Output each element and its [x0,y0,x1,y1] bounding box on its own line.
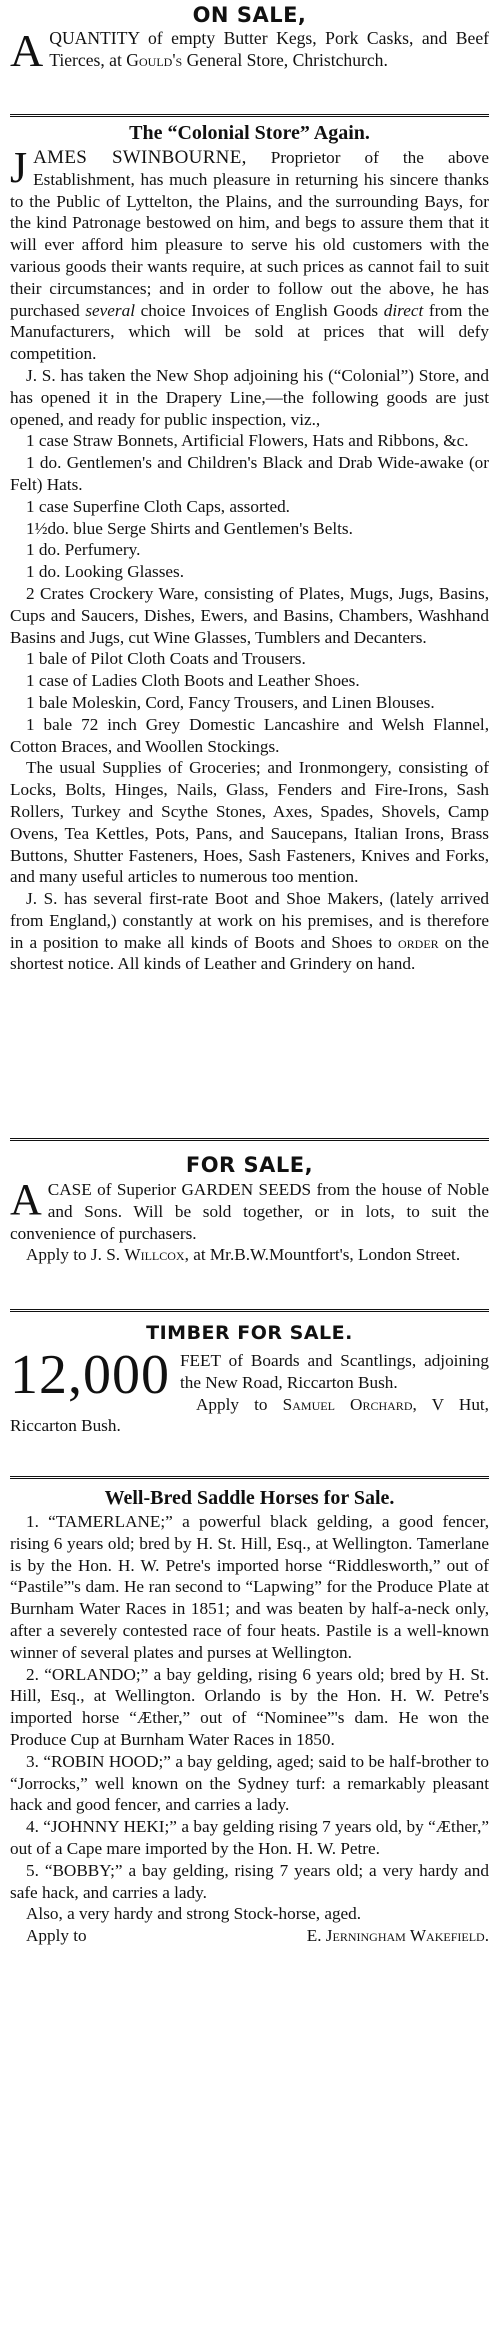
ad-body: ACASE of Superior GARDEN SEEDS from the house of Noble and Sons. Will be sold together, or in lots, to suit the convenience of purchasers. [10,1175,489,1243]
list-item: 2 Crates Crockery Ware, consisting of Plates, Mugs, Jugs, Basins, Cups and Saucers, Dishes, Ewers, and Basins, Chambers, Washhand Basins and Jugs, cut Wine Glasses, Tumblers and Decanters. [10,583,489,647]
ad-paragraph: J. S. has several first-rate Boot and Shoe Makers, (lately arrived from England,) constantly at work on his premises, and is therefore in a position to make all kinds of Boots and Shoes to order on the shortest notice. All kinds of Leather and Grindery on hand. [10,889,489,974]
ad-body: AQUANTITY of empty Butter Kegs, Pork Casks, and Beef Tierces, at Gould's General Store, Christchurch. [10,25,489,76]
apply-label: Apply to [26,1926,87,1946]
ad-on-sale [10,0,489,114]
list-item: 1 case of Ladies Cloth Boots and Leather Shoes. [26,671,360,691]
signature-line [10,1925,489,1947]
ad-paragraph: JAMES SWINBOURNE, Proprietor of the above Establishment, has much pleasure in returning his sincere thanks to the Public of Lyttelton, the Plains, and the surrounding Bays, for the kind Patronage bestowed on him, and begs to assure them that it will ever afford him pleasure to serve his old customers with the various goods their wants require, at such prices as cannot fail to suit their circumstances; and in order to follow out the above, he has purchased several choice Invoices of English Goods direct from the Manufacturers, which will be sold at prices that will defy competition. [10,143,489,364]
ad-colonial-store [10,117,489,1138]
advertiser-name: E. Jerningham Wakefield. [306,1926,489,1946]
list-item: 1 bale 72 inch Grey Domestic Lancashire and Welsh Flannel, Cotton Braces, and Woollen Stockings. [10,714,489,756]
list-item: 1 do. Gentlemen's and Children's Black and Drab Wide-awake (or Felt) Hats. [10,453,489,494]
ad-garden-seeds [10,1141,489,1309]
drop-cap: A [10,1175,42,1224]
drop-cap: A [10,25,44,76]
horse-entry: 1. “TAMERLANE;” a powerful black gelding, a good fencer, rising 6 years old; bred by H. St. Hill, Esq., at Wellington. Tamerlane is by the Hon. H. W. Petre's imported horse “Riddlesworth,” out of “Pastile”'s dam. He ran second to “Lapwing” for the Produce Plate at Burnham Water Races in 1851; and was beaten by half-a-neck only, after a severely contested race of four heats. Pastile is a well-known winner of several plates and purses at Wellington. [10,1512,489,1662]
list-item: 1 case Straw Bonnets, Artificial Flowers, Hats and Ribbons, &c. [26,431,469,451]
list-item: 1½do. blue Serge Shirts and Gentlemen's Belts. [26,518,353,538]
horse-entry: 5. “BOBBY;” a bay gelding, rising 7 years old; a very hardy and safe hack, and carries a lady. [10,1860,489,1902]
ad-heading: The “Colonial Store” Again. [129,122,370,144]
list-item: 1 bale Moleskin, Cord, Fancy Trousers, and Linen Blouses. [26,692,435,712]
ad-heading: ON SALE, [192,3,307,27]
list-item: 1 case Superfine Cloth Caps, assorted. [26,496,290,516]
list-item: 1 do. Perfumery. [26,540,141,560]
drop-cap: J [10,143,28,192]
ad-body: 12,000 FEET of Boards and Scantlings, adjoining the New Road, Riccarton Bush. [10,1344,489,1406]
quantity-number: 12,000 [10,1344,170,1406]
ad-heading: TIMBER FOR SALE. [146,1322,353,1344]
ad-heading: Well-Bred Saddle Horses for Sale. [104,1487,395,1509]
list-item: 1 bale of Pilot Cloth Coats and Trousers. [26,649,306,669]
ad-paragraph: J. S. has taken the New Shop adjoining his (“Colonial”) Store, and has opened it in the Drapery Line,—the following goods are just opened, and ready for public inspection, viz., [10,365,489,429]
ad-paragraph: The usual Supplies of Groceries; and Ironmongery, consisting of Locks, Bolts, Hinges, Nails, Glass, Fenders and Fire-Irons, Sash Rollers, Turkey and Scythe Stones, Axes, Spades, Shovels, Camp Ovens, Tea Kettles, Pots, Pans, and Saucepans, Italian Irons, Brass Buttons, Shutter Fasteners, Hoes, Sash Fasteners, Knives and Forks, and many useful articles to numerous too mention. [10,758,489,887]
horse-entry: 4. “JOHNNY HEKI;” a bay gelding rising 7 years old, by “Æther,” out of a Cape mare imported by the Hon. H. W. Petre. [10,1817,489,1858]
apply-line: Apply to Samuel Orchard, V Hut, Riccarton Bush. [10,1394,489,1436]
ad-saddle-horses [10,1479,489,1947]
ad-paragraph: Also, a very hardy and strong Stock-horse, aged. [26,1904,362,1924]
ad-heading: FOR SALE, [185,1153,314,1177]
proprietor-name: AMES SWINBOURNE, [33,147,247,168]
horse-entry: 3. “ROBIN HOOD;” a bay gelding, aged; said to be half-brother to “Jorrocks,” well known on the Sydney turf: a remarkably pleasant hack and good fencer, and carries a lady. [10,1751,489,1815]
ad-timber [10,1312,489,1476]
horse-entry: 2. “ORLANDO;” a bay gelding, rising 6 years old; bred by H. St. Hill, Esq., at Wellington. Orlando is by the Hon. H. W. Petre's imported horse “Æther,” out of “Nominee”'s dam. He won the Produce Cup at Burnham Water Races in 1850. [10,1664,489,1749]
apply-line: Apply to J. S. Willcox, at Mr.B.W.Mountfort's, London Street. [26,1245,461,1265]
store-name: Gould's [126,49,183,70]
list-item: 1 do. Looking Glasses. [26,562,185,582]
